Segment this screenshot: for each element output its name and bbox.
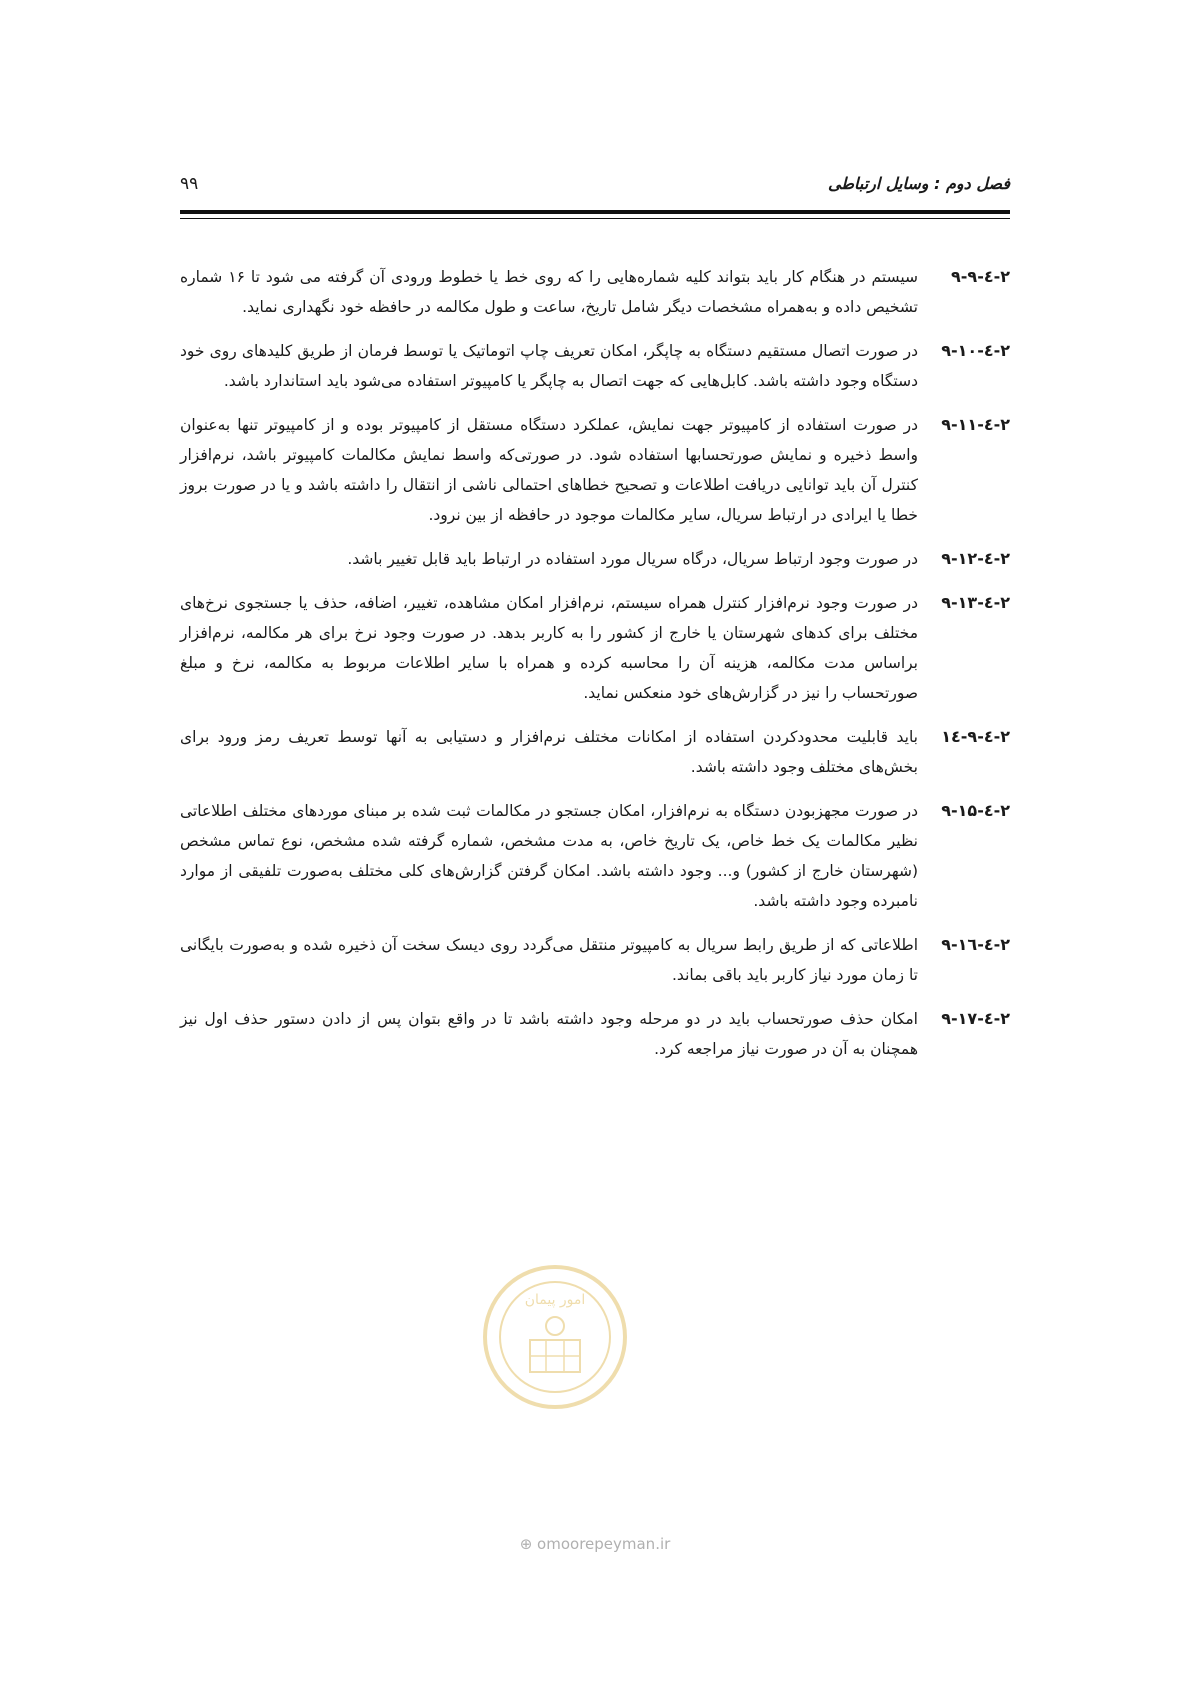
clause-number: ۲-٤-۹-۱۲ bbox=[941, 549, 1010, 568]
page-header bbox=[180, 172, 1010, 202]
site-watermark bbox=[0, 1535, 1190, 1553]
clause-text: در صورت وجود نرم‌افزار کنترل همراه سیستم، نرم‌افزار امکان مشاهده، تغییر، اضافه، حذف یا جستجوی نرخ‌های مختلف برای کدهای شهرستان یا خارج از کشور را به کاربر بدهد. در صورت وجود نرخ برای هر مکالمه، نرم‌افزار براساس مدت مکالمه، هزینه آن را محاسبه کرده و همراه با سایر اطلاعات مربوط به مکالمه، نرخ و مبلغ صورتحساب را نیز در گزارش‌های خود منعکس نماید. bbox=[180, 594, 918, 702]
clause-number: ۲-٤-۹-۹ bbox=[951, 267, 1010, 286]
page-number: ۹۹ bbox=[180, 174, 199, 194]
site-watermark-text: omoorepeyman.ir bbox=[537, 1535, 671, 1553]
clause-text: امکان حذف صورتحساب باید در دو مرحله وجود داشته باشد تا در واقع بتوان پس از دادن دستور حذف اول نیز همچنان به آن در صورت نیاز مراجعه کرد. bbox=[180, 1010, 918, 1058]
clause-2-4-9-11 bbox=[180, 410, 1010, 530]
clauses-list bbox=[180, 262, 1010, 1078]
clause-number: ۲-٤-۹-۱٦ bbox=[941, 935, 1010, 954]
chapter-title: فصل دوم : وسایل ارتباطی bbox=[827, 174, 1010, 193]
clause-text: باید قابلیت محدودکردن استفاده از امکانات مختلف نرم‌افزار و دستیابی به آنها توسط تعریف رمز ورود برای بخش‌های مختلف وجود داشته باشد. bbox=[180, 728, 918, 776]
clause-number: ۲-٤-۹-۱۷ bbox=[941, 1009, 1010, 1028]
clause-number: ۲-٤-۹-١٤ bbox=[941, 727, 1010, 746]
clause-2-4-9-15 bbox=[180, 796, 1010, 916]
clause-text: اطلاعاتی که از طریق رابط سریال به کامپیوتر منتقل می‌گردد روی دیسک سخت آن ذخیره شده و به‌صورت بایگانی تا زمان مورد نیاز کاربر باید باقی بماند. bbox=[180, 936, 918, 984]
clause-2-4-9-12 bbox=[180, 544, 1010, 574]
clause-number: ۲-٤-۹-۱۰ bbox=[941, 341, 1010, 360]
clause-text: سیستم در هنگام کار باید بتواند کلیه شماره‌هایی را که روی خط یا خطوط ورودی آن گرفته می شود تا ۱۶ شماره تشخیص داده و به‌همراه مشخصات دیگر شامل تاریخ، ساعت و طول مکالمه در حافظه خود نگهداری نماید. bbox=[180, 268, 918, 316]
clause-2-4-9-16 bbox=[180, 930, 1010, 990]
clause-number: ۲-٤-۹-۱۳ bbox=[941, 593, 1010, 612]
clause-number: ۲-٤-۹-۱۱ bbox=[941, 415, 1010, 434]
clause-2-4-9-14 bbox=[180, 722, 1010, 782]
clause-2-4-9-9 bbox=[180, 262, 1010, 322]
header-rule-thin bbox=[180, 218, 1010, 219]
watermark-seal-text: امور پیمان bbox=[524, 1292, 586, 1308]
clause-text: در صورت وجود ارتباط سریال، درگاه سریال مورد استفاده در ارتباط باید قابل تغییر باشد. bbox=[347, 550, 918, 568]
clause-text: در صورت مجهزبودن دستگاه به نرم‌افزار، امکان جستجو در مکالمات ثبت شده بر مبنای موردهای مختلف اطلاعاتی نظیر مکالمات یک خط خاص، یک تاریخ خاص، به مدت مشخص، شماره گرفته شده مشخص، نوع تماس مشخص (شهرستان خارج از کشور) و... وجود داشته باشد. امکان گرفتن گزارش‌های کلی مختلف به‌صورت تلفیقی از موارد نامبرده وجود داشته باشد. bbox=[180, 802, 918, 910]
clause-text: در صورت استفاده از کامپیوتر جهت نمایش، عملکرد دستگاه مستقل از کامپیوتر بوده و از کامپیوتر تنها به‌عنوان واسط ذخیره و نمایش صورتحسابها استفاده شود. در صورتی‌که واسط نمایش مکالمات کامپیوتر باشد، نرم‌افزار کنترل آن باید توانایی دریافت اطلاعات و تصحیح خطاهای احتمالی ناشی از انتقال را داشته باشد و یا در صورت بروز خطا یا ایرادی در ارتباط سریال، سایر مکالمات موجود در حافظه از بین نرود. bbox=[180, 416, 918, 524]
clause-text: در صورت اتصال مستقیم دستگاه به چاپگر، امکان تعریف چاپ اتوماتیک یا توسط فرمان از طریق کلیدهای روی خود دستگاه وجود داشته باشد. کابل‌هایی که جهت اتصال به چاپگر یا کامپیوتر استفاده می‌شود باید استاندارد باشد. bbox=[180, 342, 918, 390]
clause-2-4-9-13 bbox=[180, 588, 1010, 708]
clause-2-4-9-17 bbox=[180, 1004, 1010, 1064]
watermark-seal bbox=[480, 1262, 630, 1412]
clause-number: ۲-٤-۹-۱۵ bbox=[941, 801, 1010, 820]
globe-icon: ⊕ bbox=[519, 1535, 533, 1553]
header-rule-thick bbox=[180, 210, 1010, 214]
clause-2-4-9-10 bbox=[180, 336, 1010, 396]
